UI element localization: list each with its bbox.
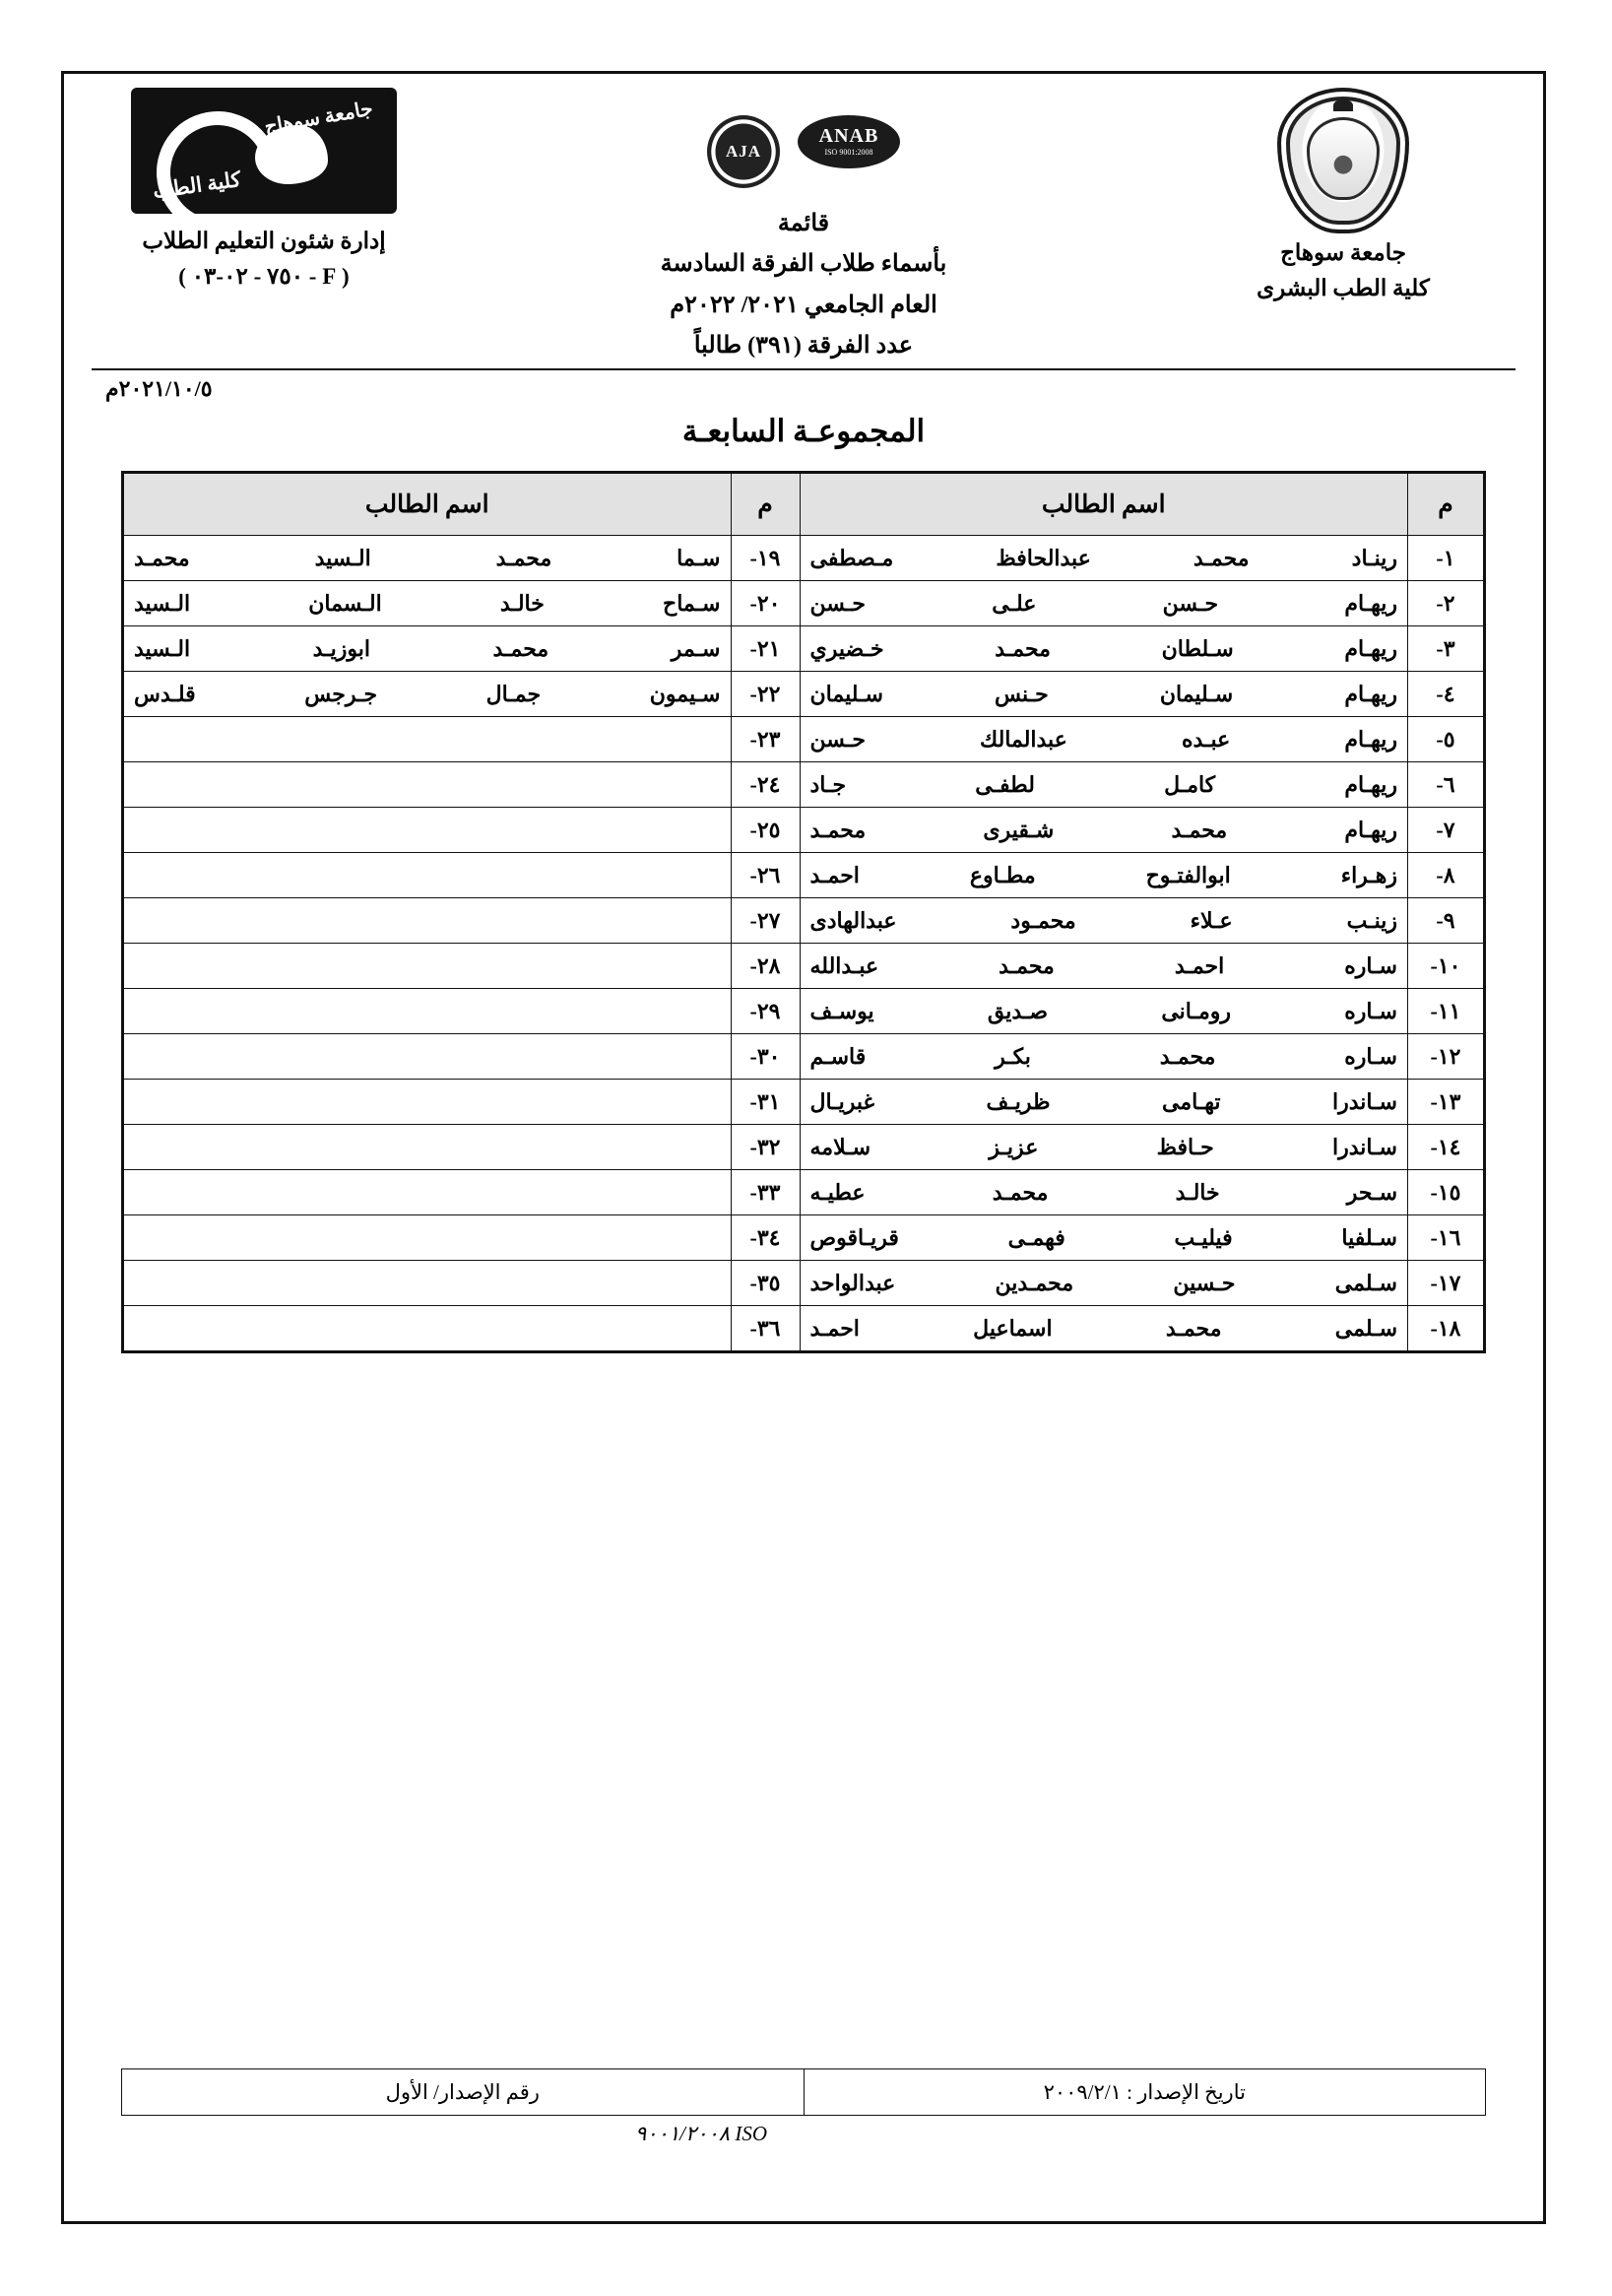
student-name-right: رينـاد محمـد عبدالحافظ مـصطفى [800, 536, 1408, 581]
row-number-right: ١٠- [1408, 944, 1485, 989]
row-number-right: ٤- [1408, 672, 1485, 717]
anab-cert-icon: ANAB ISO 9001:2008 [798, 115, 900, 168]
class-count: عدد الفرقة (٣٩١) طالباً [693, 332, 914, 359]
row-number-left: ٢٠- [731, 581, 800, 626]
student-name-right: سـحر خالـد محمـد عطيـه [800, 1170, 1408, 1215]
table-row [123, 1125, 1485, 1170]
student-name-left: سـما محمـد الـسيد محمـد [123, 536, 732, 581]
table-row [123, 626, 1485, 672]
student-name-right: ريهـام عبـده عبدالمالك حـسن [800, 717, 1408, 762]
row-number-right: ١٣- [1408, 1080, 1485, 1125]
row-number-right: ١٢- [1408, 1034, 1485, 1080]
table-row [123, 1170, 1485, 1215]
department-name: إدارة شئون التعليم الطلاب [142, 229, 386, 253]
student-name-left: سـماح خالـد الـسمان الـسيد [123, 581, 732, 626]
student-name-left [123, 1261, 732, 1306]
table-header-row [123, 473, 1485, 536]
row-number-left: ٢١- [731, 626, 800, 672]
issue-date: تاريخ الإصدار : ٢٠٠٩/٢/١ [804, 2069, 1486, 2116]
row-number-left: ١٩- [731, 536, 800, 581]
document-footer [121, 2068, 1486, 2146]
row-number-left: ٣٦- [731, 1306, 800, 1352]
row-number-left: ٢٧- [731, 898, 800, 944]
row-number-left: ٣١- [731, 1080, 800, 1125]
table-row [123, 898, 1485, 944]
row-number-left: ٣٥- [731, 1261, 800, 1306]
certification-logos [426, 115, 1181, 188]
student-name-left [123, 1034, 732, 1080]
row-number-left: ٢٦- [731, 853, 800, 898]
student-name-right: زينـب عـلاء محمـود عبدالهادى [800, 898, 1408, 944]
row-number-right: ٨- [1408, 853, 1485, 898]
student-name-right: ريهـام سـلطان محمـد خـضيري [800, 626, 1408, 672]
student-name-left [123, 853, 732, 898]
table-body [123, 536, 1485, 1352]
row-number-left: ٣٢- [731, 1125, 800, 1170]
student-name-left [123, 989, 732, 1034]
footer-table [121, 2068, 1486, 2116]
student-name-left [123, 1080, 732, 1125]
table-row [123, 717, 1485, 762]
row-number-left: ٢٥- [731, 808, 800, 853]
form-code: ( F - ٧٥٠ - ٠٢-٠٣ ) [178, 263, 350, 289]
student-name-right: سـاندرا حـافظ عزيـز سـلامه [800, 1125, 1408, 1170]
table-row [123, 1080, 1485, 1125]
student-name-left: سـمر محمـد ابوزيـد الـسيد [123, 626, 732, 672]
table-row [123, 853, 1485, 898]
header-university-block [1181, 88, 1506, 305]
table-row [123, 1261, 1485, 1306]
row-number-right: ٥- [1408, 717, 1485, 762]
row-number-right: ١٧- [1408, 1261, 1485, 1306]
table-row [123, 1215, 1485, 1261]
student-name-right: ريهـام سـليمان حـنس سـليمان [800, 672, 1408, 717]
student-name-left [123, 1215, 732, 1261]
row-number-left: ٣٣- [731, 1170, 800, 1215]
header-center-block [426, 88, 1181, 366]
row-number-right: ٣- [1408, 626, 1485, 672]
table-row [123, 944, 1485, 989]
row-number-left: ٢٢- [731, 672, 800, 717]
table-row [123, 672, 1485, 717]
student-name-left: سـيمون جمـال جـرجس قلـدس [123, 672, 732, 717]
student-name-right: زهـراء ابوالفتـوح مطـاوع احمـد [800, 853, 1408, 898]
list-label: قائمة [777, 211, 830, 236]
row-number-right: ٢- [1408, 581, 1485, 626]
row-number-right: ٩- [1408, 898, 1485, 944]
group-title: المجموعـة السابعـة [681, 414, 926, 449]
row-number-left: ٢٩- [731, 989, 800, 1034]
student-name-right: سـاره محمـد بكـر قاسـم [800, 1034, 1408, 1080]
university-name: جامعة سوهاج [1280, 240, 1406, 265]
list-subject: بأسماء طلاب الفرقة السادسة [660, 251, 947, 278]
student-name-right: سـاره احمـد محمـد عبـدالله [800, 944, 1408, 989]
student-name-left [123, 1306, 732, 1352]
student-name-right: سـاره رومـانى صـديق يوسـف [800, 989, 1408, 1034]
table-row [123, 989, 1485, 1034]
faculty-logo-icon: جامعة سوهاج كلية الطب [131, 88, 397, 214]
header-name-right: اسم الطالب [800, 473, 1408, 536]
student-name-right: سـلمى محمـد اسماعيل احمـد [800, 1306, 1408, 1352]
row-number-left: ٢٣- [731, 717, 800, 762]
academic-year: العام الجامعي ٢٠٢١/ ٢٠٢٢م [670, 292, 937, 318]
student-name-right: سـلفيا فيليـب فهمـى قريـاقوص [800, 1215, 1408, 1261]
table-row [123, 536, 1485, 581]
row-number-right: ١٦- [1408, 1215, 1485, 1261]
row-number-right: ٧- [1408, 808, 1485, 853]
table-row [123, 1306, 1485, 1352]
header-num-left: م [731, 473, 800, 536]
row-number-right: ١٨- [1408, 1306, 1485, 1352]
student-name-right: ريهـام محمـد شـقيرى محمـد [800, 808, 1408, 853]
student-name-left [123, 944, 732, 989]
row-number-right: ١٤- [1408, 1125, 1485, 1170]
row-number-right: ١٥- [1408, 1170, 1485, 1215]
row-number-left: ٣٠- [731, 1034, 800, 1080]
row-number-right: ١- [1408, 536, 1485, 581]
student-name-left [123, 717, 732, 762]
header-num-right: م [1408, 473, 1485, 536]
issue-number: رقم الإصدار/ الأول [122, 2069, 805, 2116]
student-name-left [123, 808, 732, 853]
header-department-block [101, 88, 426, 294]
student-name-left [123, 762, 732, 808]
student-name-left [123, 1125, 732, 1170]
aja-cert-icon: AJA [707, 115, 780, 188]
row-number-left: ٢٤- [731, 762, 800, 808]
student-name-right: سـاندرا تهـامى ظريـف غبريـال [800, 1080, 1408, 1125]
faculty-name: كلية الطب البشرى [1257, 275, 1430, 300]
table-row [123, 808, 1485, 853]
university-shield-icon [1269, 88, 1417, 226]
student-name-right: ريهـام حـسن علـى حـسن [800, 581, 1408, 626]
student-name-right: سـلمى حـسين محمـدين عبدالواحد [800, 1261, 1408, 1306]
row-number-right: ١١- [1408, 989, 1485, 1034]
footer-row [122, 2069, 1486, 2116]
student-name-right: ريهـام كامـل لطفـى جـاد [800, 762, 1408, 808]
table-row [123, 581, 1485, 626]
document-page [61, 71, 1546, 2224]
table-row [123, 1034, 1485, 1080]
students-table-wrap [82, 471, 1525, 1353]
students-table [121, 471, 1486, 1353]
document-header [82, 88, 1525, 366]
header-name-left: اسم الطالب [123, 473, 732, 536]
document-date: ٢٠٢١/١٠/٥م [105, 376, 213, 402]
row-number-left: ٣٤- [731, 1215, 800, 1261]
student-name-left [123, 898, 732, 944]
iso-standard: ISO ٩٠٠١/٢٠٠٨ [635, 2122, 767, 2145]
table-row [123, 762, 1485, 808]
row-number-left: ٢٨- [731, 944, 800, 989]
student-name-left [123, 1170, 732, 1215]
row-number-right: ٦- [1408, 762, 1485, 808]
